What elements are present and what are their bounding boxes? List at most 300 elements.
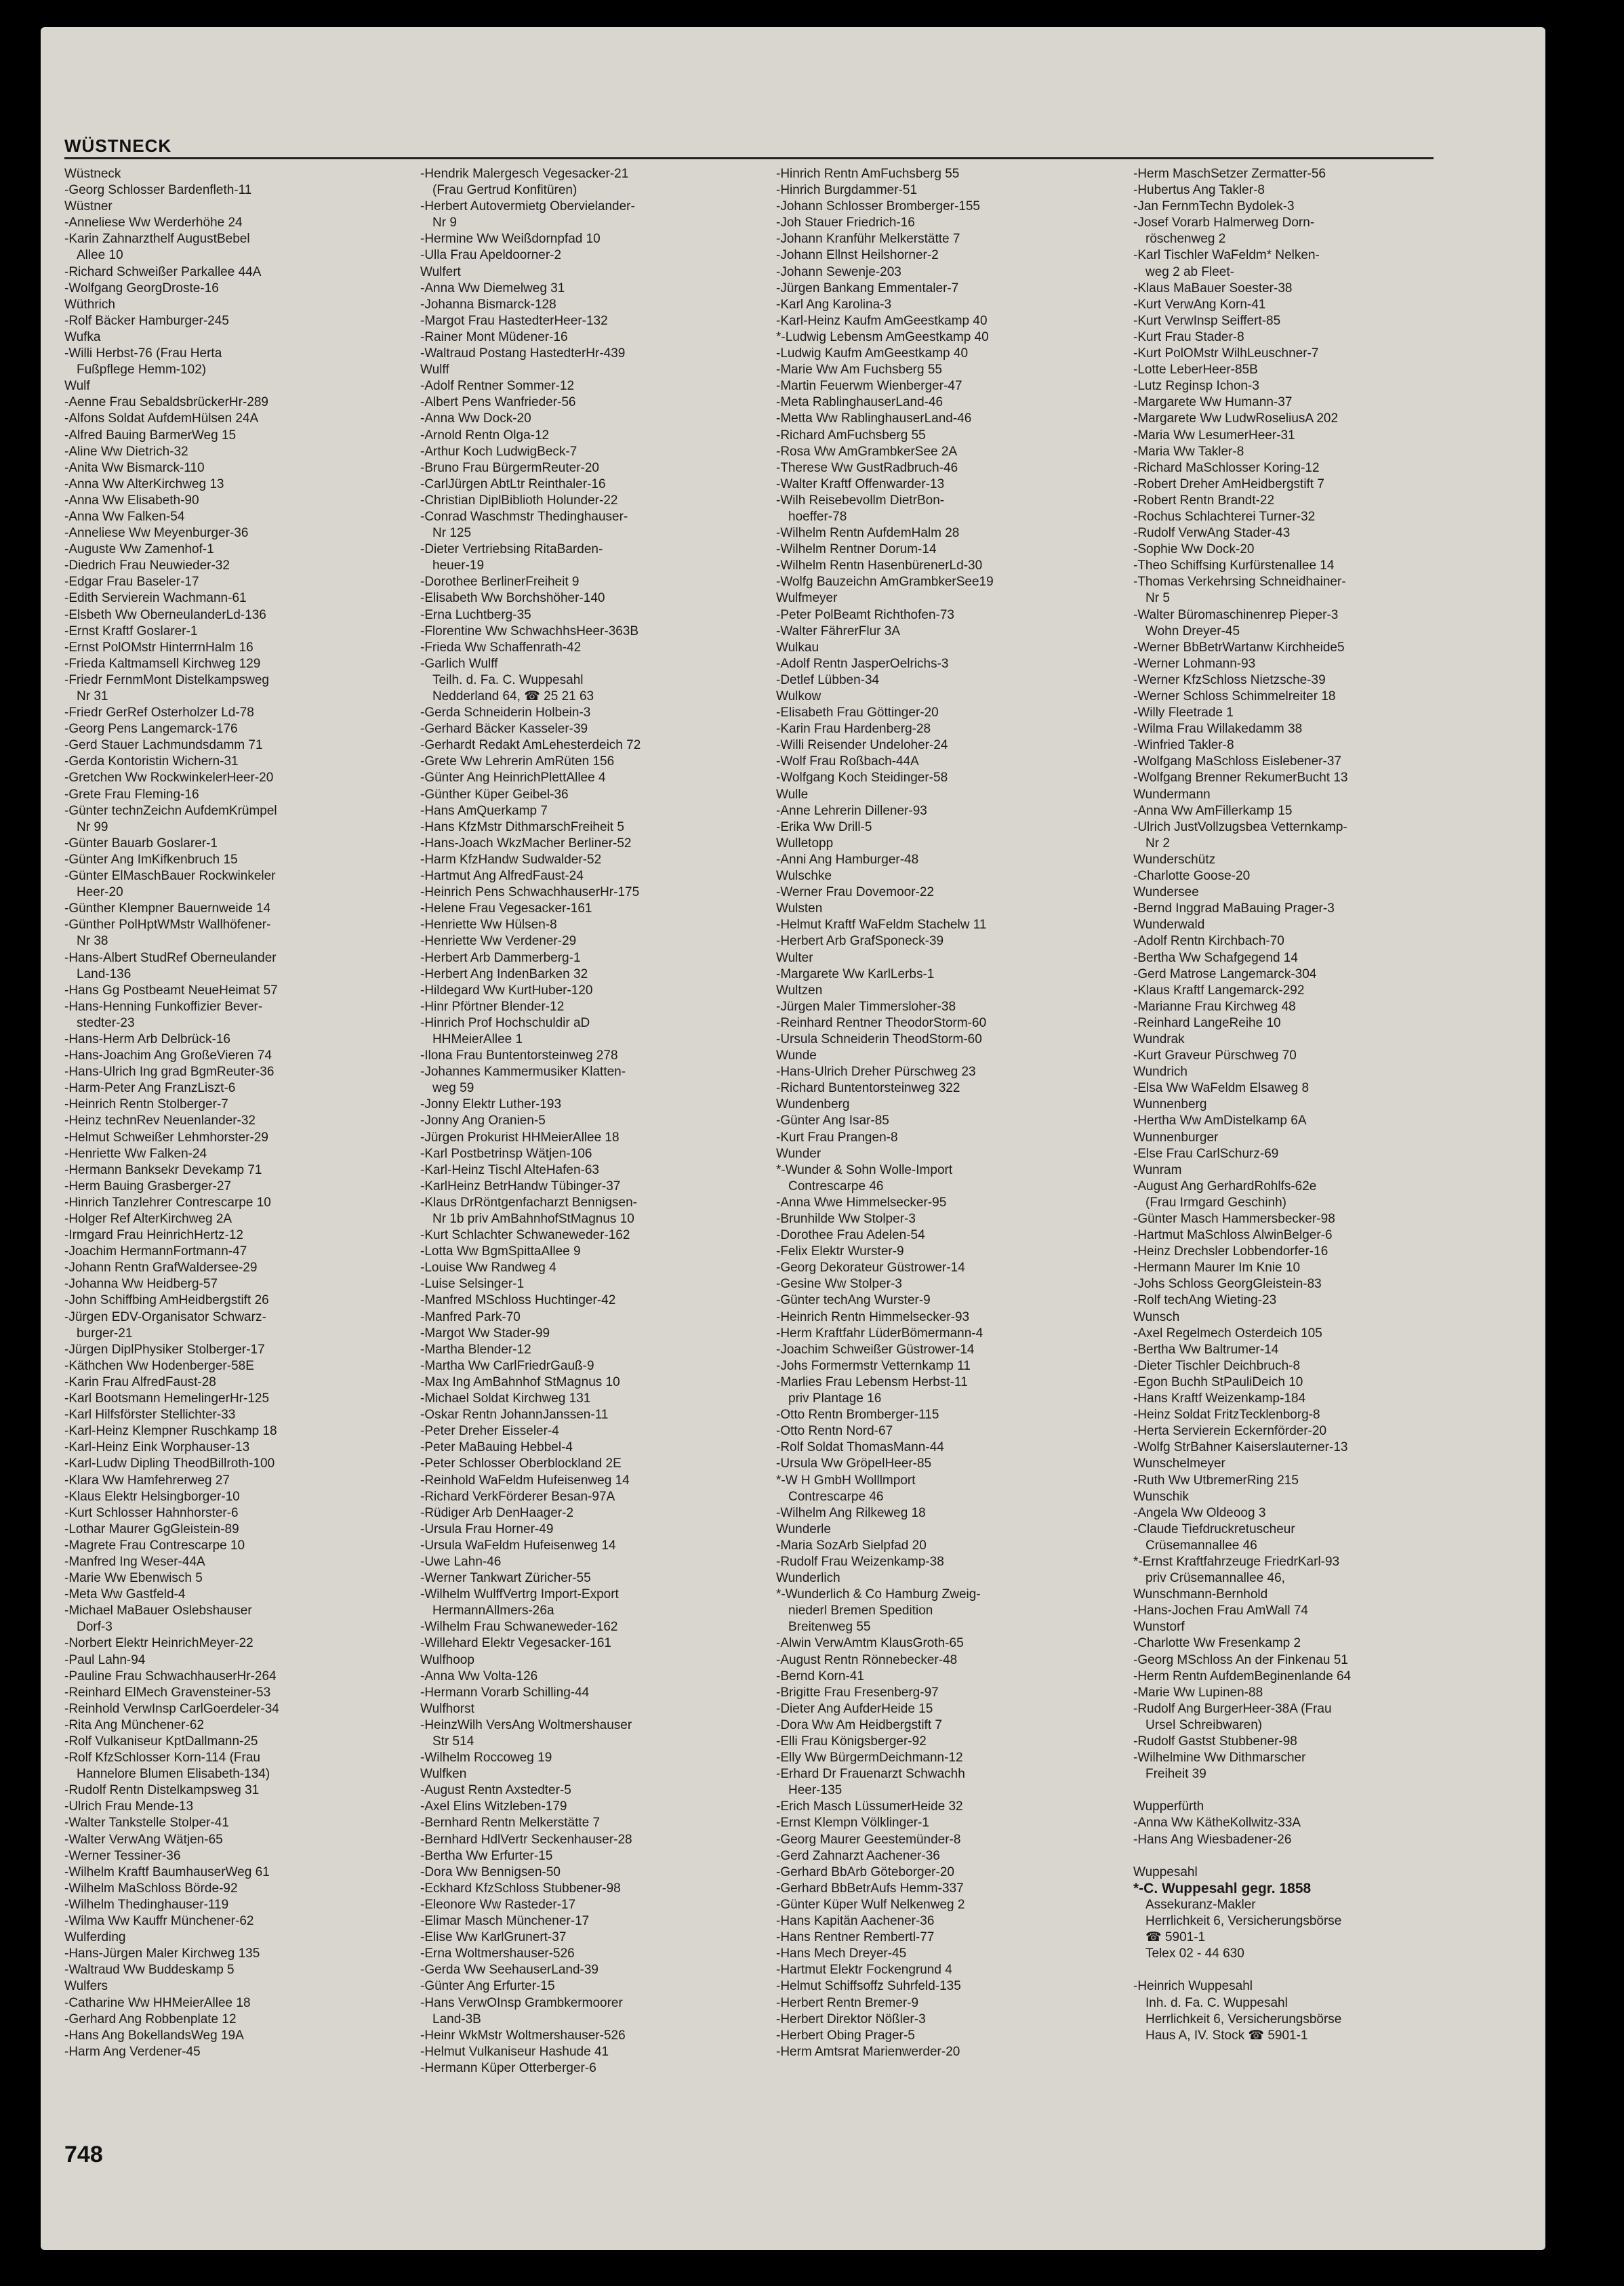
directory-entry: -Gerd Stauer Lachmundsdamm 71 [64,738,263,753]
directory-entry: -Anna Ww Dock-20 [420,411,531,426]
directory-entry: -Thomas Verkehrsing Schneidhainer- [1133,575,1346,590]
directory-entry: -Friedr FernmMont Distelkampsweg [64,672,269,687]
directory-entry: -Hans-Ulrich Ing grad BgmReuter-36 [64,1065,275,1080]
directory-entry: -Rudolf VerwAng Stader-43 [1133,526,1291,541]
directory-entry: -Metta Ww RablinghauserLand-46 [776,411,972,426]
directory-entry: Wohn Dreyer-45 [1145,624,1240,638]
directory-entry: -Erhard Dr Frauenarzt Schwachh [776,1767,965,1782]
directory-entry: -Ursula Schneiderin TheodStorm-60 [776,1032,982,1046]
directory-entry: -Manfred Park-70 [420,1309,521,1324]
directory-entry: -Karl Hilfsförster Stellichter-33 [64,1408,236,1423]
directory-entry: -Wilhelm Rentner Dorum-14 [776,542,937,557]
directory-entry: -Michael MaBauer Oslebshauser [64,1604,252,1618]
directory-entry: -Hinrich Rentn AmFuchsberg 55 [776,167,960,181]
directory-entry: -Bernhard Rentn Melkerstätte 7 [420,1816,601,1831]
directory-entry: -Günter Masch Hammersbecker-98 [1133,1212,1335,1226]
directory-entry: Herrlichkeit 6, Versicherungsbörse [1145,1914,1342,1929]
directory-entry: -Angela Ww Oldeoog 3 [1133,1505,1266,1520]
directory-entry: -Heinrich Wuppesahl [1133,1979,1253,1994]
directory-entry: -Herbert Direktor Nößler-3 [776,2012,926,2026]
surname-heading: Wunderschütz [1133,852,1216,867]
directory-entry: -Herm Bauing Grasberger-27 [64,1179,232,1193]
directory-entry: -Anneliese Ww Meyenburger-36 [64,526,249,541]
directory-entry: Contrescarpe 46 [788,1489,884,1504]
directory-entry: -Hans-Herm Arb Delbrück-16 [64,1032,230,1046]
directory-entry: -Ruth Ww UtbremerRing 215 [1133,1473,1299,1488]
surname-heading: Wunschik [1133,1489,1190,1504]
directory-entry: -Ernst Klempn Völklinger-1 [776,1816,929,1831]
directory-entry: -Wolf Frau Roßbach-44A [776,754,919,769]
directory-entry: -Charlotte Goose-20 [1133,869,1251,884]
directory-entry: -Rolf Bäcker Hamburger-245 [64,313,229,328]
directory-entry: -Gerhard BbBetrAufs Hemm-337 [776,1881,964,1896]
surname-heading: Wulfert [420,264,461,279]
directory-entry: -Klaus MaBauer Soester-38 [1133,281,1293,295]
directory-entry: -Axel Elins Witzleben-179 [420,1799,567,1814]
surname-heading: Wunder [776,1146,821,1161]
directory-entry: -Karin Zahnarzthelf AugustBebel [64,232,250,247]
directory-entry: -Hendrik Malergesch Vegesacker-21 [420,167,629,181]
directory-entry: -Herbert Obing Prager-5 [776,2028,915,2043]
directory-entry: -Winfried Takler-8 [1133,738,1234,753]
directory-entry: -Maria Ww Takler-8 [1133,444,1244,459]
directory-entry: -Otto Rentn Nord-67 [776,1424,893,1439]
surname-heading: Wüstner [64,199,113,214]
surname-heading: Wunnenburger [1133,1130,1219,1145]
directory-entry: -Richard AmFuchsberg 55 [776,428,926,443]
directory-entry: Heer-20 [77,885,123,900]
directory-entry: -Georg MSchloss An der Finkenau 51 [1133,1652,1348,1667]
directory-entry: -Dieter Vertriebsing RitaBarden- [420,542,603,557]
directory-entry: -Detlef Lübben-34 [776,672,880,687]
directory-entry: -Hinrich Prof Hochschuldir aD [420,1015,590,1030]
directory-entry: Inh. d. Fa. C. Wuppesahl [1145,1995,1288,2010]
directory-entry: -Gerhard Ang Robbenplate 12 [64,2012,237,2026]
directory-entry: -Ulrich JustVollzugsbea Vetternkamp- [1133,819,1347,834]
directory-entry: -Jan FernmTechn Bydolek-3 [1133,199,1295,214]
directory-entry: -Felix Elektr Wurster-9 [776,1244,904,1259]
directory-entry: -Rosa Ww AmGrambkerSee 2A [776,444,958,459]
directory-entry: -Grete Frau Fleming-16 [64,787,199,802]
directory-entry: Nr 2 [1145,836,1170,851]
directory-entry: -Ilona Frau Buntentorsteinweg 278 [420,1048,618,1063]
directory-entry: -Marianne Frau Kirchweg 48 [1133,999,1296,1014]
surname-heading: Wulfers [64,1979,108,1994]
directory-entry: Nr 38 [77,934,108,949]
directory-entry: -Rolf Vulkaniseur KptDallmann-25 [64,1734,258,1749]
directory-entry: -Johann Ellnst Heilshorner-2 [776,248,939,263]
surname-heading: Wundenberg [776,1097,850,1112]
directory-entry: -Werner Lohmann-93 [1133,656,1256,671]
directory-entry: Nr 9 [432,216,457,230]
directory-entry: -Jürgen Prokurist HHMeierAllee 18 [420,1130,620,1145]
directory-entry: -Heinrich Rentn Stolberger-7 [64,1097,228,1112]
directory-entry: ☎ 5901-1 [1145,1930,1206,1945]
directory-entry: Freiheit 39 [1145,1767,1206,1782]
directory-entry: -Helmut Kraftf WaFeldm Stachelw 11 [776,918,987,933]
directory-entry: -Hinrich Tanzlehrer Contrescarpe 10 [64,1195,271,1210]
directory-entry: -Johanna Ww Heidberg-57 [64,1277,218,1292]
directory-entry: -Günter Küper Wulf Nelkenweg 2 [776,1897,965,1912]
directory-entry: hoeffer-78 [788,509,847,524]
directory-entry: *-Ernst Kraftfahrzeuge FriedrKarl-93 [1133,1554,1340,1569]
directory-entry: -Peter Dreher Eisseler-4 [420,1424,559,1439]
directory-entry: -Axel Regelmech Osterdeich 105 [1133,1326,1322,1341]
surname-heading: Wunschmann-Bernhold [1133,1587,1268,1602]
directory-entry: -Anne Lehrerin Dillener-93 [776,803,927,818]
directory-entry: -Helene Frau Vegesacker-161 [420,901,592,916]
surname-heading: Wundermann [1133,787,1211,802]
directory-entry: -Karl-Heinz Klempner Ruschkamp 18 [64,1424,277,1439]
surname-heading: Wulletopp [776,836,834,851]
directory-entry: -Gerd Zahnarzt Aachener-36 [776,1848,940,1863]
directory-entry: -Walter VerwAng Wätjen-65 [64,1832,223,1847]
directory-entry: -Hans AmQuerkamp 7 [420,803,548,818]
directory-entry: -Martin Feuerwm Wienberger-47 [776,379,962,394]
directory-entry: -Rolf techAng Wieting-23 [1133,1293,1277,1308]
directory-entry: -Klaus DrRöntgenfacharzt Bennigsen- [420,1195,638,1210]
directory-entry: -Wilhelmine Ww Dithmarscher [1133,1751,1306,1765]
surname-heading: Wultzen [776,983,823,998]
directory-entry: -CarlJürgen AbtLtr Reinthaler-16 [420,476,606,491]
directory-entry: -Brigitte Frau Fresenberg-97 [776,1685,939,1700]
directory-entry: -Klara Ww Hamfehrerweg 27 [64,1473,230,1488]
directory-entry: -Georg Maurer Geestemünder-8 [776,1832,961,1847]
directory-entry: -Wolfgang Koch Steidinger-58 [776,771,948,785]
directory-entry: -HeinzWilh VersAng Woltmershauser [420,1717,632,1732]
directory-entry: -Edgar Frau Baseler-17 [64,575,199,590]
directory-entry: -Wilhelm MaSchloss Börde-92 [64,1881,238,1896]
directory-entry: -Wilhelm WulffVertrg Import-Export [420,1587,619,1602]
directory-entry: HermannAllmers-26a [432,1604,554,1618]
directory-entry: -Kurt Schlachter Schwaneweder-162 [420,1228,630,1243]
directory-entry: -Karl Bootsmann HemelingerHr-125 [64,1391,270,1406]
directory-entry: -Waltraud Postang HastedterHr-439 [420,346,626,361]
directory-entry: -Günter Ang HeinrichPlettAllee 4 [420,771,606,785]
directory-entry: -Bertha Ww Erfurter-15 [420,1848,553,1863]
directory-entry: -Marie Ww Am Fuchsberg 55 [776,363,942,377]
directory-entry: -Hans VerwOInsp Grambkermoorer [420,1995,623,2010]
directory-entry: Nedderland 64, ☎ 25 21 63 [432,689,594,703]
directory-entry: -Rudolf Ang BurgerHeer-38A (Frau [1133,1701,1332,1716]
directory-entry: -Herm MaschSetzer Zermatter-56 [1133,167,1326,181]
directory-entry: -Klaus Elektr Helsingborger-10 [64,1489,240,1504]
directory-entry: -Werner Schloss Schimmelreiter 18 [1133,689,1336,703]
directory-entry: -Günther PolHptWMstr Wallhöfener- [64,918,271,933]
directory-entry: -Rolf KfzSchlosser Korn-114 (Frau [64,1751,260,1765]
directory-entry: -Herm Rentn AufdemBeginenlande 64 [1133,1669,1352,1683]
directory-entry: -Johann Kranführ Melkerstätte 7 [776,232,960,247]
directory-entry: -August Rentn Axstedter-5 [420,1783,571,1798]
directory-entry: -Lotta Ww BgmSpittaAllee 9 [420,1244,581,1259]
directory-entry: -Hans-Joach WkzMacher Berliner-52 [420,836,632,851]
directory-entry: -Werner KfzSchloss Nietzsche-39 [1133,672,1326,687]
directory-entry: -Jonny Elektr Luther-193 [420,1097,562,1112]
directory-entry: -Karl Ang Karolina-3 [776,297,892,312]
directory-entry: -Gerhard BbArb Göteborger-20 [776,1864,954,1879]
directory-entry: -Günter ElMaschBauer Rockwinkeler [64,869,276,884]
surname-heading: Wundrich [1133,1065,1187,1080]
surname-heading: Wulff [420,363,449,377]
directory-entry: -Lutz Reginsp Ichon-3 [1133,379,1259,394]
directory-entry: -Gesine Ww Stolper-3 [776,1277,902,1292]
directory-entry: -Hermann Maurer Im Knie 10 [1133,1261,1301,1275]
directory-entry: -Lotte LeberHeer-85B [1133,363,1258,377]
directory-entry: -Bernhard HdlVertr Seckenhauser-28 [420,1832,632,1847]
directory-entry: -Willi Reisender Undeloher-24 [776,738,948,753]
surname-heading: Wunderwald [1133,918,1205,933]
directory-entry: -Auguste Ww Zamenhof-1 [64,542,214,557]
directory-entry: Nr 5 [1145,591,1170,606]
directory-entry: -Heinz technRev Neuenlander-32 [64,1114,256,1128]
surname-heading: Wulfhoop [420,1652,474,1667]
directory-entry: -Eleonore Ww Rasteder-17 [420,1897,576,1912]
surname-heading: Wulle [776,787,809,802]
surname-heading [1133,1782,1486,1799]
directory-entry: -Elise Ww KarlGrunert-37 [420,1930,567,1945]
surname-heading: Wuppesahl [1133,1864,1198,1879]
directory-entry: -Johann Schlosser Bromberger-155 [776,199,980,214]
directory-entry: niederl Bremen Spedition [788,1604,933,1618]
directory-entry: -Wilhelm Rentn HasenbürenerLd-30 [776,558,983,573]
directory-entry: -Marie Ww Lupinen-88 [1133,1685,1263,1700]
directory-entry: -Peter Schlosser Oberblockland 2E [420,1456,622,1471]
surname-heading: Wundersee [1133,885,1199,900]
directory-entry: -Johs Schloss GeorgGleistein-83 [1133,1277,1322,1292]
directory-entry: Nr 125 [432,526,472,541]
directory-entry: -Michael Soldat Kirchweg 131 [420,1391,591,1406]
directory-entry: -Joh Stauer Friedrich-16 [776,216,915,230]
directory-entry: -Dorothee BerlinerFreiheit 9 [420,575,580,590]
directory-entry: Haus A, IV. Stock ☎ 5901-1 [1145,2028,1308,2043]
directory-entry: -August Ang GerhardRohlfs-62e [1133,1179,1317,1193]
directory-entry: -Helmut Vulkaniseur Hashude 41 [420,2044,609,2059]
directory-entry: -Josef Vorarb Halmerweg Dorn- [1133,216,1315,230]
directory-entry: -Sophie Ww Dock-20 [1133,542,1255,557]
directory-entry: -Margarete Ww KarlLerbs-1 [776,966,935,981]
column-2 [420,166,773,2125]
directory-entry: -Wilhelm Roccoweg 19 [420,1751,552,1765]
directory-entry: -Rudolf Rentn Distelkampsweg 31 [64,1783,260,1798]
directory-entry: -Henriette Ww Hülsen-8 [420,918,557,933]
directory-entry: -Günther Küper Geibel-36 [420,787,569,802]
directory-entry: (Frau Gertrud Konfitüren) [432,183,577,198]
directory-entry: -Louise Ww Randweg 4 [420,1261,556,1275]
directory-entry: -Herbert Autovermietg Obervielander- [420,199,635,214]
directory-entry: -Hans-Henning Funkoffizier Bever- [64,999,263,1014]
directory-entry: -Conrad Waschmstr Thedinghauser- [420,509,628,524]
directory-entry: -Karl-Heinz Tischl AlteHafen-63 [420,1162,599,1177]
directory-entry: -Gerda Schneiderin Holbein-3 [420,706,591,720]
directory-entry: -Hertha Ww AmDistelkamp 6A [1133,1114,1307,1128]
directory-entry: *-W H GmbH Wolllmport [776,1473,916,1488]
surname-heading [1133,1962,1486,1978]
directory-entry: -Rolf Soldat ThomasMann-44 [776,1440,944,1455]
directory-entry: -Rudolf Gastst Stubbener-98 [1133,1734,1297,1749]
directory-entry: -Max Ing AmBahnhof StMagnus 10 [420,1374,620,1389]
directory-entry: -Marlies Frau Lebensm Herbst-11 [776,1374,968,1389]
directory-entry: -Pauline Frau SchwachhauserHr-264 [64,1669,277,1683]
directory-entry: -Willy Fleetrade 1 [1133,706,1234,720]
directory-entry: -Richard Buntentorsteinweg 322 [776,1081,960,1096]
directory-entry: -Johs Formermstr Vetternkamp 11 [776,1358,971,1373]
directory-entry: -Florentine Ww SchwachhsHeer-363B [420,624,639,638]
surname-heading: Wunderle [776,1522,831,1536]
directory-entry: -Rüdiger Arb DenHaager-2 [420,1505,574,1520]
directory-entry: -Magrete Frau Contrescarpe 10 [64,1538,245,1553]
directory-entry: -Günter techAng Wurster-9 [776,1293,931,1308]
directory-entry: -Heinz Drechsler Lobbendorfer-16 [1133,1244,1328,1259]
directory-entry: -John Schiffbing AmHeidbergstift 26 [64,1293,269,1308]
directory-entry: -Adolf Rentn JasperOelrichs-3 [776,656,949,671]
directory-entry: -Martha Blender-12 [420,1342,531,1357]
directory-entry: -Jürgen EDV-Organisator Schwarz- [64,1309,266,1324]
directory-entry: -Manfred MSchloss Huchtinger-42 [420,1293,616,1308]
directory-entry: -Reinhold WaFeldm Hufeisenweg 14 [420,1473,630,1488]
directory-entry: -Willi Herbst-76 (Frau Herta [64,346,222,361]
directory-entry: -Hans Gg Postbeamt NeueHeimat 57 [64,983,278,998]
directory-entry: Land-136 [77,966,131,981]
directory-entry: -Norbert Elektr HeinrichMeyer-22 [64,1636,253,1651]
directory-entry: -Kurt PolOMstr WilhLeuschner-7 [1133,346,1319,361]
directory-entry: -Johann Rentn GrafWaldersee-29 [64,1261,258,1275]
directory-entry: -Else Frau CarlSchurz-69 [1133,1146,1279,1161]
directory-entry: -Elimar Masch Münchener-17 [420,1914,590,1929]
directory-entry: -Adolf Rentn Kirchbach-70 [1133,934,1284,949]
directory-entry: -Grete Ww Lehrerin AmRüten 156 [420,754,615,769]
directory-entry: -Karl-Heinz Kaufm AmGeestkamp 40 [776,313,988,328]
directory-entry: -Edith Servierein Wachmann-61 [64,591,247,606]
directory-entry: -Rainer Mont Müdener-16 [420,329,568,344]
directory-entry: weg 59 [432,1081,474,1096]
directory-entry: -Hans-Jürgen Maler Kirchweg 135 [64,1946,260,1961]
directory-entry: -Rochus Schlachterei Turner-32 [1133,509,1316,524]
directory-entry: -Harm Ang Verdener-45 [64,2044,201,2059]
header-rule [64,157,1434,159]
directory-entry: -Kurt VerwInsp Seiffert-85 [1133,313,1281,328]
directory-entry: priv Plantage 16 [788,1391,882,1406]
directory-entry: -Wolfgang MaSchloss Eislebener-37 [1133,754,1341,769]
directory-entry: -Egon Buchh StPauliDeich 10 [1133,1374,1303,1389]
directory-entry: -Wilhelm Rentn AufdemHalm 28 [776,526,960,541]
surname-heading: Wüstneck [64,167,121,181]
directory-entry: -Holger Ref AlterKirchweg 2A [64,1212,232,1226]
directory-entry: -Günter Ang Erfurter-15 [420,1979,555,1994]
directory-entry: -Alwin VerwAmtm KlausGroth-65 [776,1636,964,1651]
directory-entry: -Richard MaSchlosser Koring-12 [1133,460,1320,475]
surname-heading: Wulfken [420,1767,467,1782]
directory-entry: -Kurt Schlosser Hahnhorster-6 [64,1505,239,1520]
directory-entry: -Johanna Bismarck-128 [420,297,556,312]
directory-entry: -Heinz Soldat FritzTecklenborg-8 [1133,1408,1320,1423]
directory-entry: -Werner Frau Dovemoor-22 [776,885,935,900]
directory-entry: -Rita Ang Münchener-62 [64,1717,204,1732]
directory-entry: -Hermine Ww Weißdornpfad 10 [420,232,601,247]
directory-entry: -Catharine Ww HHMeierAllee 18 [64,1995,251,2010]
directory-entry: -Bertha Ww Baltrumer-14 [1133,1342,1279,1357]
directory-entry: -Maria Ww LesumerHeer-31 [1133,428,1295,443]
directory-entry: -Diedrich Frau Neuwieder-32 [64,558,230,573]
surname-heading [1133,1848,1486,1864]
directory-entry: -Otto Rentn Bromberger-115 [776,1408,939,1423]
directory-entry: -Karl-Ludw Dipling TheodBillroth-100 [64,1456,275,1471]
directory-entry: -Herta Servierein Eckernförder-20 [1133,1424,1327,1439]
directory-entry: -Gerda Kontoristin Wichern-31 [64,754,239,769]
surname-heading: Wulfmeyer [776,591,838,606]
directory-entry: -Bruno Frau BürgermReuter-20 [420,460,599,475]
directory-entry: Land-3B [432,2012,481,2026]
directory-entry: (Frau Irmgard Geschinh) [1145,1195,1287,1210]
directory-entry: *-C. Wuppesahl gegr. 1858 [1133,1880,1312,1896]
directory-entry: weg 2 ab Fleet- [1145,264,1234,279]
directory-entry: -Ulrich Frau Mende-13 [64,1799,194,1814]
directory-entry: -Reinhold VerwInsp CarlGoerdeler-34 [64,1701,279,1716]
directory-entry: -Gerd Matrose Langemarck-304 [1133,966,1317,981]
directory-entry: -Heinrich Pens SchwachhauserHr-175 [420,885,640,900]
directory-entry: -Herm Kraftfahr LüderBömermann-4 [776,1326,983,1341]
directory-entry: -Meta Ww Gastfeld-4 [64,1587,186,1602]
directory-entry: -Joachim Schweißer Güstrower-14 [776,1342,975,1357]
directory-entry: -Uwe Lahn-46 [420,1554,502,1569]
surname-heading: Wüthrich [64,297,115,312]
surname-heading: Wufka [64,329,101,344]
directory-entry: -Bernd Korn-41 [776,1669,864,1683]
directory-entry: -Eckhard KfzSchloss Stubbener-98 [420,1881,621,1896]
directory-entry: -Karl-Heinz Eink Worphauser-13 [64,1440,250,1455]
directory-entry: -Jürgen Bankang Emmentaler-7 [776,281,959,295]
directory-entry: -Günter Ang ImKifkenbruch 15 [64,852,238,867]
directory-entry: -Garlich Wulff [420,656,498,671]
directory-entry: -Hinr Pförtner Blender-12 [420,999,565,1014]
directory-entry: -Elli Frau Königsberger-92 [776,1734,927,1749]
directory-entry: -Anna Ww Volta-126 [420,1669,538,1683]
directory-entry: -Hinrich Burgdammer-51 [776,183,918,198]
directory-entry: -Alfons Soldat AufdemHülsen 24A [64,411,259,426]
directory-entry: -Kurt Graveur Pürschweg 70 [1133,1048,1297,1063]
directory-entry: Nr 1b priv AmBahnhofStMagnus 10 [432,1212,634,1226]
directory-entry: Allee 10 [77,248,123,263]
directory-entry: -Oskar Rentn JohannJanssen-11 [420,1408,609,1423]
directory-entry: Str 514 [432,1734,474,1749]
directory-entry: -Günther Klempner Bauernweide 14 [64,901,271,916]
directory-entry: -Wolfg StrBahner Kaiserslauterner-13 [1133,1440,1348,1455]
directory-entry: -Herbert Arb GrafSponeck-39 [776,934,944,949]
directory-entry: -Hans Ang BokellandsWeg 19A [64,2028,244,2043]
directory-entry: -Walter FährerFlur 3A [776,624,900,638]
directory-entry: -Paul Lahn-94 [64,1652,146,1667]
directory-entry: -Henriette Ww Verdener-29 [420,934,577,949]
directory-entry: Herrlichkeit 6, Versicherungsbörse [1145,2012,1342,2026]
directory-entry: -Hartmut Ang AlfredFaust-24 [420,869,584,884]
directory-entry: -Elisabeth Frau Göttinger-20 [776,706,939,720]
directory-entry: -August Rentn Rönnebecker-48 [776,1652,958,1667]
directory-entry: -Peter PolBeamt Richthofen-73 [776,607,954,622]
directory-entry: Crüsemannallee 46 [1145,1538,1257,1553]
directory-entry: -Dora Ww Bennigsen-50 [420,1864,561,1879]
directory-entry: -Dieter Tischler Deichbruch-8 [1133,1358,1301,1373]
directory-entry: -Anna Ww KätheKollwitz-33A [1133,1816,1301,1831]
directory-entry: -Karl Postbetrinsp Wätjen-106 [420,1146,592,1161]
page-number: 748 [64,2142,103,2167]
directory-entry: -Alfred Bauing BarmerWeg 15 [64,428,237,443]
directory-entry: -Ulla Frau Apeldoorner-2 [420,248,562,263]
directory-entry: stedter-23 [77,1015,135,1030]
directory-entry: -Kurt Frau Prangen-8 [776,1130,898,1145]
directory-entry: *-Wunder & Sohn Wolle-Import [776,1162,953,1177]
surname-heading: Wulter [776,950,813,965]
directory-entry: -Christian DiplBiblioth Holunder-22 [420,493,618,508]
directory-entry: Breitenweg 55 [788,1620,871,1635]
